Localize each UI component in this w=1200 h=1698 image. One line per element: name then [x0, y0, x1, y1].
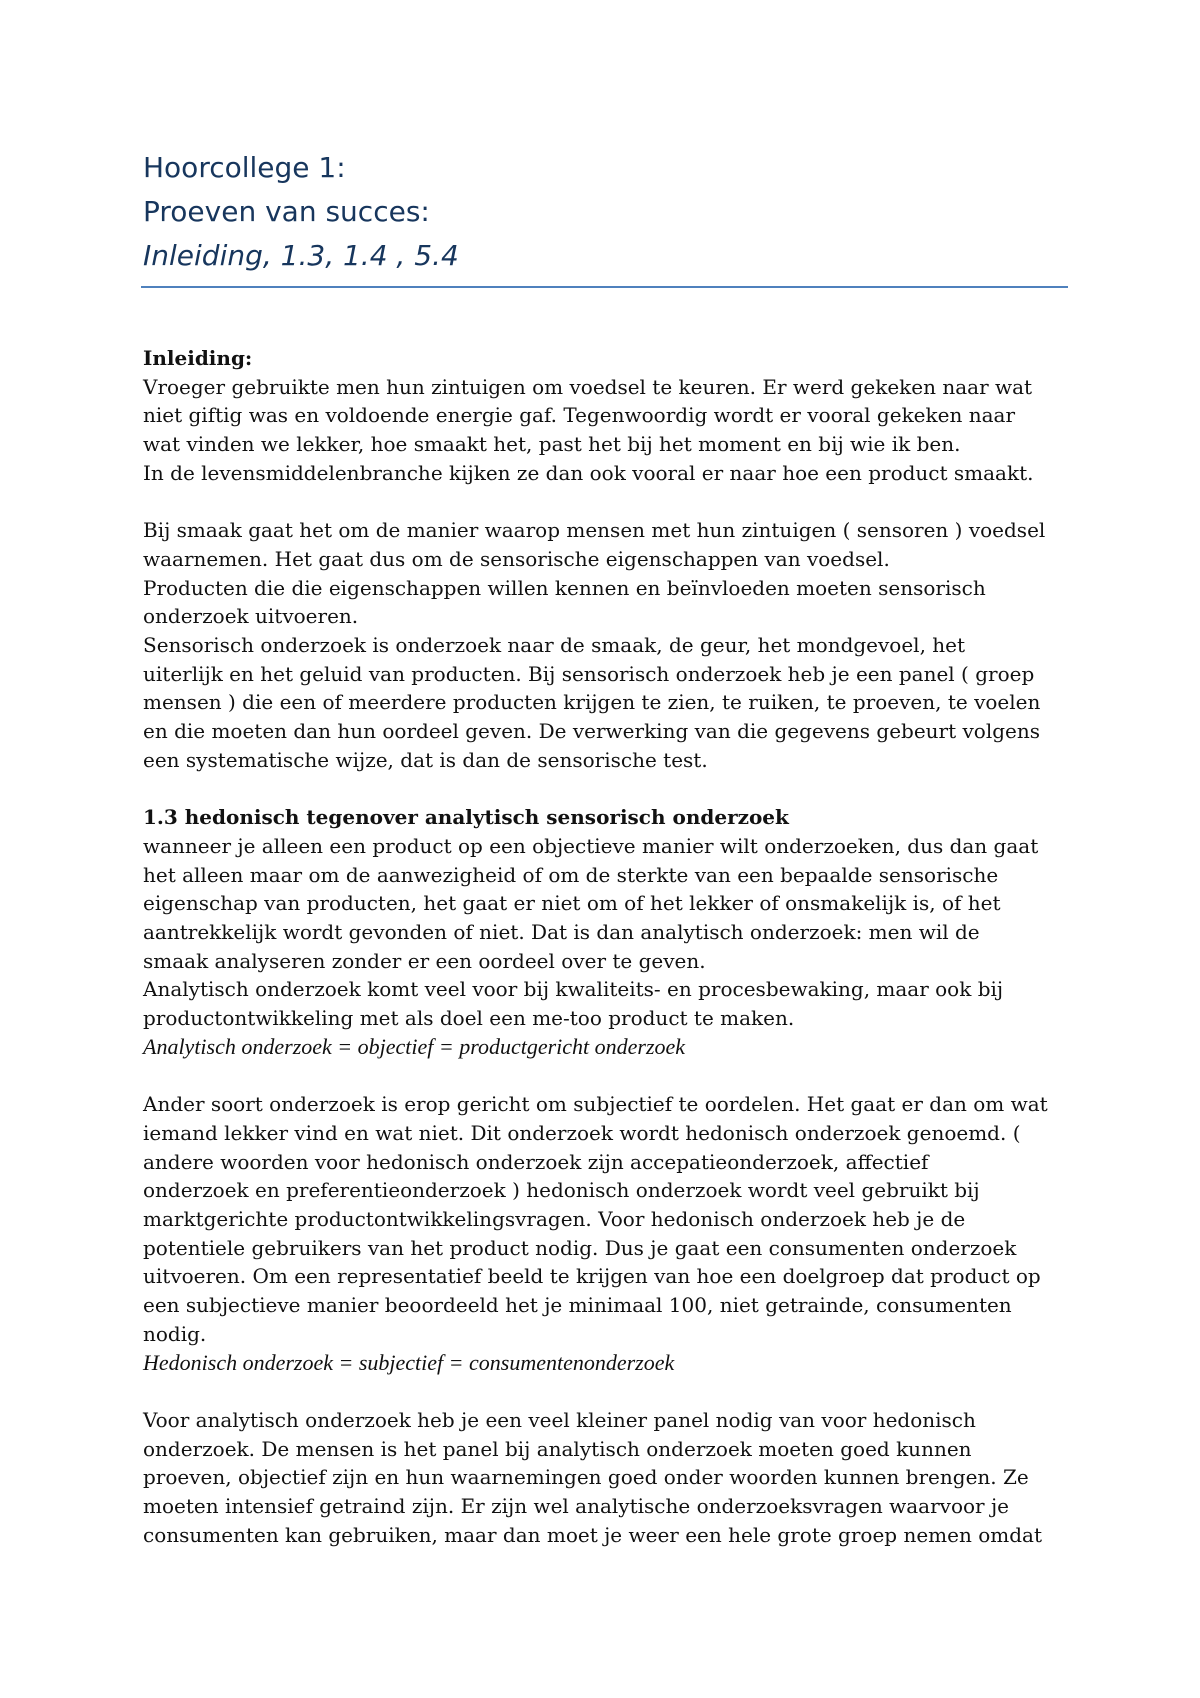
- paragraph-gap: [143, 488, 1083, 517]
- text-line: onderzoek uitvoeren.: [143, 604, 359, 629]
- text-line: een subjectieve manier beoordeeld het je minimaal 100, niet getrainde, consumenten: [143, 1293, 1012, 1318]
- title-divider: [141, 286, 1068, 288]
- heading-section-1-3: 1.3 hedonisch tegenover analytisch sensorisch onderzoek: [143, 805, 789, 830]
- text-line: Ander soort onderzoek is erop gericht om subjectief te oordelen. Het gaat er dan om wat: [143, 1092, 1048, 1117]
- title-line-2: Proeven van succes:: [143, 195, 430, 228]
- text-line: Sensorisch onderzoek is onderzoek naar de smaak, de geur, het mondgevoel, het: [143, 633, 966, 658]
- text-line: iemand lekker vind en wat niet. Dit onderzoek wordt hedonisch onderzoek genoemd. (: [143, 1120, 1021, 1145]
- paragraph-1-3-2: [143, 1090, 1083, 1348]
- text-line: proeven, objectief zijn en hun waarnemingen goed onder woorden kunnen brengen. Ze: [143, 1465, 1029, 1490]
- text-line: eigenschap van producten, het gaat er niet om of het lekker of onsmakelijk is, of het: [143, 891, 1001, 916]
- text-line: wat vinden we lekker, hoe smaakt het, past het bij het moment en bij wie ik ben.: [143, 432, 961, 457]
- text-line: het alleen maar om de aanwezigheid of om de sterkte van een bepaalde sensorische: [143, 862, 999, 887]
- paragraph-inleiding-1: [143, 373, 1083, 488]
- text-line: uiterlijk en het geluid van producten. Bij sensorisch onderzoek heb je een panel ( groep: [143, 661, 1035, 686]
- paragraph-inleiding-2: [143, 516, 1083, 774]
- text-line: onderzoek. De mensen is het panel bij analytisch onderzoek moeten goed kunnen: [143, 1436, 972, 1461]
- text-line: mensen ) die een of meerdere producten krijgen te zien, te ruiken, te proeven, te voelen: [143, 690, 1041, 715]
- text-line: en die moeten dan hun oordeel geven. De verwerking van die gegevens gebeurt volgens: [143, 719, 1041, 744]
- paragraph-gap: [143, 775, 1083, 804]
- text-line: Analytisch onderzoek komt veel voor bij kwaliteits- en procesbewaking, maar ook bij: [143, 977, 1004, 1002]
- text-line: andere woorden voor hedonisch onderzoek zijn accepatieonderzoek, affectief: [143, 1149, 929, 1174]
- document-body: [143, 344, 1083, 1549]
- text-line: marktgerichte productontwikkelingsvragen. Voor hedonisch onderzoek heb je de: [143, 1207, 966, 1232]
- paragraph-1-3-3: [143, 1406, 1083, 1550]
- text-line: een systematische wijze, dat is dan de sensorische test.: [143, 747, 708, 772]
- title-line-1: Hoorcollege 1:: [143, 151, 346, 184]
- text-line: In de levensmiddelenbranche kijken ze dan ook vooral er naar hoe een product smaakt.: [143, 460, 1034, 485]
- text-line: smaak analyseren zonder er een oordeel over te geven.: [143, 948, 706, 973]
- paragraph-gap: [143, 1062, 1083, 1091]
- text-line: onderzoek en preferentieonderzoek ) hedonisch onderzoek wordt veel gebruikt bij: [143, 1178, 980, 1203]
- document-title: [143, 146, 1067, 278]
- text-line: niet giftig was en voldoende energie gaf. Tegenwoordig wordt er vooral gekeken naar: [143, 403, 1016, 428]
- heading-inleiding: Inleiding:: [143, 346, 253, 370]
- text-line: Voor analytisch onderzoek heb je een veel kleiner panel nodig van voor hedonisch: [143, 1407, 976, 1432]
- text-line: potentiele gebruikers van het product nodig. Dus je gaat een consumenten onderzoek: [143, 1235, 1017, 1260]
- title-line-3: Inleiding, 1.3, 1.4 , 5.4: [143, 239, 459, 272]
- text-line: aantrekkelijk wordt gevonden of niet. Dat is dan analytisch onderzoek: men wil de: [143, 920, 980, 945]
- definition-hedonisch: Hedonisch onderzoek = subjectief = consumentenonderzoek: [143, 1349, 675, 1375]
- paragraph-1-3-1: [143, 832, 1083, 1033]
- text-line: waarnemen. Het gaat dus om de sensorische eigenschappen van voedsel.: [143, 546, 890, 571]
- text-line: uitvoeren. Om een representatief beeld te krijgen van hoe een doelgroep dat product op: [143, 1264, 1041, 1289]
- text-line: consumenten kan gebruiken, maar dan moet je weer een hele grote groep nemen omdat: [143, 1522, 1042, 1547]
- paragraph-gap: [143, 1377, 1083, 1406]
- text-line: productontwikkeling met als doel een me-too product te maken.: [143, 1006, 795, 1031]
- text-line: Bij smaak gaat het om de manier waarop mensen met hun zintuigen ( sensoren ) voedsel: [143, 518, 1046, 543]
- text-line: wanneer je alleen een product op een objectieve manier wilt onderzoeken, dus dan gaat: [143, 833, 1039, 858]
- text-line: Vroeger gebruikte men hun zintuigen om voedsel te keuren. Er werd gekeken naar wat: [143, 374, 1033, 399]
- definition-analytisch: Analytisch onderzoek = objectief = productgericht onderzoek: [143, 1033, 686, 1059]
- text-line: nodig.: [143, 1321, 207, 1346]
- text-line: moeten intensief getraind zijn. Er zijn wel analytische onderzoeksvragen waarvoor je: [143, 1494, 1010, 1519]
- text-line: Producten die die eigenschappen willen kennen en beïnvloeden moeten sensorisch: [143, 575, 986, 600]
